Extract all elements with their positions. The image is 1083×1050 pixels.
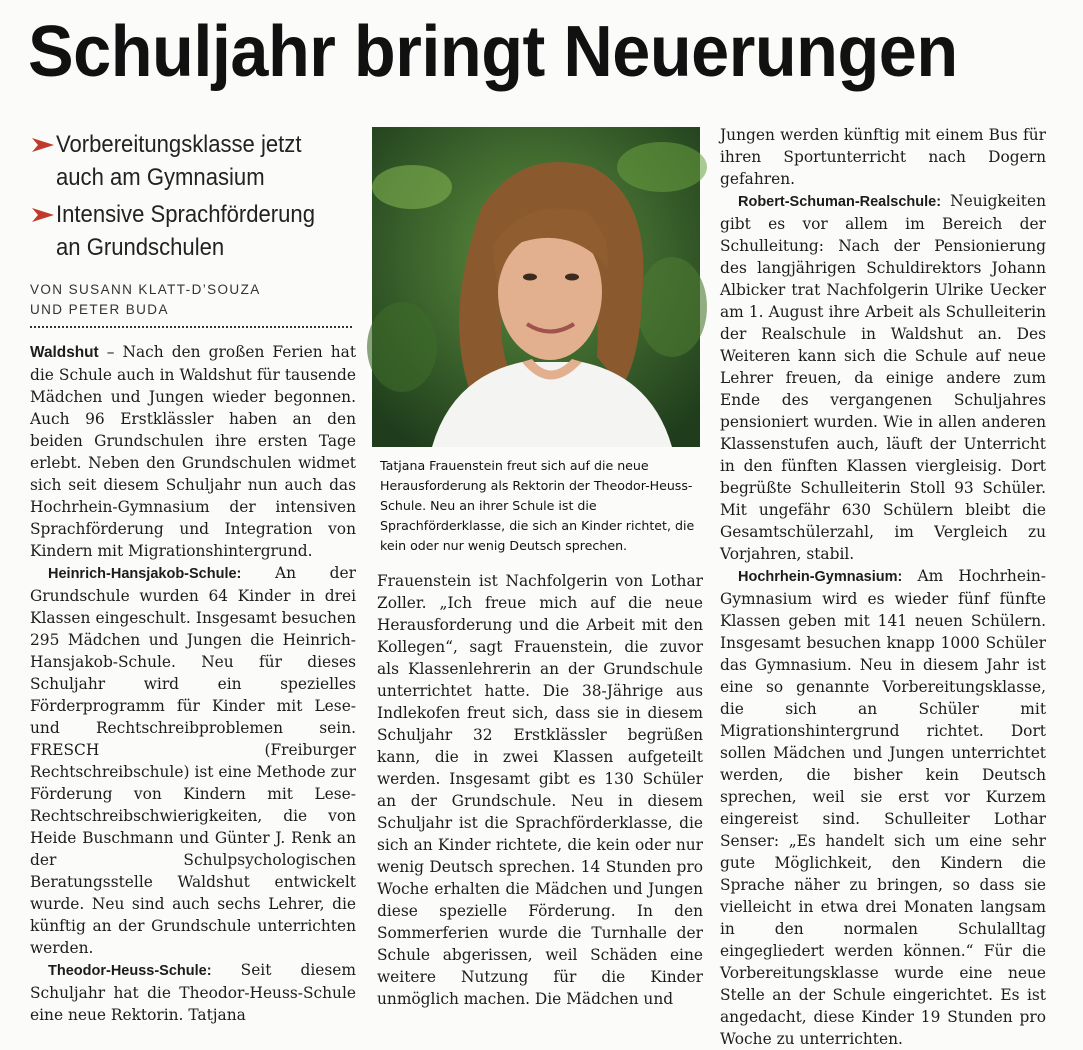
portrait-photo bbox=[372, 127, 700, 447]
article-column-3 bbox=[720, 124, 1046, 1050]
section-text: Seit diesem Schuljahr hat die Theodor-Heuss-Schule eine neue Rektorin. Tatjana bbox=[30, 961, 356, 1024]
arrow-bullet-icon bbox=[30, 208, 56, 222]
headline: Schuljahr bringt Neuerungen bbox=[28, 12, 958, 92]
byline bbox=[30, 280, 360, 320]
section-text: Am Hochrhein-Gymnasium wird es wieder fünf fünfte Klassen geben mit 141 neuen Schülern. Insgesamt besuchen knapp 1000 Schüler das Gymnasium. Neu in diesem Jahr ist eine so genannte Vorbereitungsklasse, die sich an Schüler mit Migrationshintergrund richtet. Dort sollen Mädchen und Jungen unterrichtet werden, die bisher kein Deutsch sprechen, weil sie erst vor Kurzem eingereist sind. Schulleiter Lothar Senser: „Es handelt sich um eine sehr gute Möglichkeit, den Kindern die Sprache näher zu bringen, so dass sie vielleicht in etwa drei Monaten langsam in den normalen Schulalltag eingegliedert werden können.“ Für die Vorbereitungsklasse wurde eine neue Stelle an der Schule eingerichtet. Es ist angedacht, diese Kinder 19 Stunden pro Woche zu unterrichten. bbox=[720, 567, 1046, 1048]
section-theodor-heuss-end: Jungen werden künftig mit einem Bus für ihren Sportunterricht nach Dogern gefahren. bbox=[720, 126, 1046, 188]
section-text: An der Grundschule wurden 64 Kinder in drei Klassen eingeschult. Insgesamt besuchen 295 Mädchen und Jungen die Heinrich-Hansjakob-Schule. Neu für dieses Schuljahr wird ein spezielles Förderprogramm für Kinder mit Lese- und Rechtschreibproblemen sein. FRESCH (Freiburger Rechtschreibschule) ist eine Methode zur Förderung von Kindern mit Lese-Rechtschreibschwierigkeiten, die von Heide Buschmann und Günter J. Renk an der Schulpsychologischen Beratungsstelle Waldshut entwickelt wurde. Neu sind auch sechs Lehrer, die künftig an der Grundschule unterrichten werden. bbox=[30, 564, 356, 957]
photo-caption: Tatjana Frauenstein freut sich auf die neue Herausforderung als Rektorin der Theodor-Heuss-Schule. Neu an ihrer Schule ist die Sprachförderklasse, die sich an Kinder richtet, die kein oder nur wenig Deutsch sprechen. bbox=[380, 458, 695, 553]
kicker-line-1: Intensive Sprachförderung bbox=[56, 201, 315, 228]
kicker-line-2: an Grundschulen bbox=[56, 234, 225, 261]
kicker-line-2: auch am Gymnasium bbox=[56, 164, 265, 191]
section-robert-schuman bbox=[720, 190, 1046, 565]
byline-line-2: UND PETER BUDA bbox=[30, 302, 169, 317]
section-hochrhein-gymnasium bbox=[720, 565, 1046, 1050]
kicker-list bbox=[30, 128, 365, 268]
article-column-2 bbox=[377, 570, 703, 1010]
section-theodor-heuss-continued: Frauenstein ist Nachfolgerin von Lothar Zoller. „Ich freue mich auf die neue Herausforderung und die Arbeit mit den Kollegen“, sagt Frauenstein, die zuvor als Klassenlehrerin an der Grundschule unterrichtet hatte. Die 38-Jährige aus Indlekofen freut sich, dass sie in diesem Schuljahr 32 Erstklässler begrüßen kann, die in zwei Klassen aufgeteilt werden. Insgesamt gibt es 130 Schüler an der Grundschule. Neu in diesem Schuljahr ist die Sprachförderklasse, die sich an Kinder richtete, die kein oder nur wenig Deutsch sprechen. 14 Stunden pro Woche erhalten die Mädchen und Jungen diese spezielle Förderung. In den Sommerferien wurde die Turnhalle der Schule abgerissen, weil Schäden eine weitere Nutzung für die Kinder unmöglich machen. Die Mädchen und bbox=[377, 572, 703, 1008]
kicker-line-1: Vorbereitungsklasse jetzt bbox=[56, 131, 302, 158]
section-theodor-heuss bbox=[30, 959, 356, 1026]
arrow-bullet-icon bbox=[30, 138, 56, 152]
section-heading: Heinrich-Hansjakob-Schule: bbox=[48, 566, 242, 582]
dateline: Waldshut bbox=[30, 344, 99, 361]
intro-paragraph bbox=[30, 341, 356, 562]
section-heinrich-hansjakob bbox=[30, 562, 356, 959]
article-column-1 bbox=[30, 341, 356, 1026]
kicker-item bbox=[30, 128, 365, 194]
section-heading: Hochrhein-Gymnasium: bbox=[738, 569, 903, 585]
portrait-illustration bbox=[372, 127, 700, 447]
section-heading: Robert-Schuman-Realschule: bbox=[738, 194, 942, 210]
byline-line-1: VON SUSANN KLATT-D’SOUZA bbox=[30, 282, 261, 297]
intro-text: – Nach den großen Ferien hat die Schule auch in Waldshut für tausende Mädchen und Jungen wieder begonnen. Auch 96 Erstklässler haben an den beiden Grundschulen ihre ersten Tage erlebt. Neben den Grundschulen widmet sich seit diesem Schuljahr nun auch das Hochrhein-Gymnasium der intensiven Sprachförderung und Integration von Kindern mit Migrationshintergrund. bbox=[30, 343, 356, 560]
kicker-text bbox=[56, 198, 315, 264]
kicker-text bbox=[56, 128, 301, 194]
kicker-item bbox=[30, 198, 365, 264]
section-text: Neuigkeiten gibt es vor allem im Bereich der Schulleitung: Nach der Pensionierung des langjährigen Schuldirektors Johann Albicker trat Nachfolgerin Ulrike Uecker am 1. August ihre Arbeit als Schulleiterin der Realschule in Waldshut an. Des Weiteren kann sich die Schule auf neue Lehrer freuen, da einige andere zum Ende des vergangenen Schuljahres pensioniert wurden. Wie in allen anderen Klassenstufen auch, läuft der Unterricht in den fünften Klassen viergleisig. Dort begrüßte Schulleiterin Stoll 93 Schüler. Mit ungefähr 630 Schülern bleibt die Gesamtschülerzahl, im Vergleich zu Vorjahren, stabil. bbox=[720, 192, 1046, 563]
byline-divider bbox=[30, 326, 352, 328]
section-heading: Theodor-Heuss-Schule: bbox=[48, 963, 212, 979]
